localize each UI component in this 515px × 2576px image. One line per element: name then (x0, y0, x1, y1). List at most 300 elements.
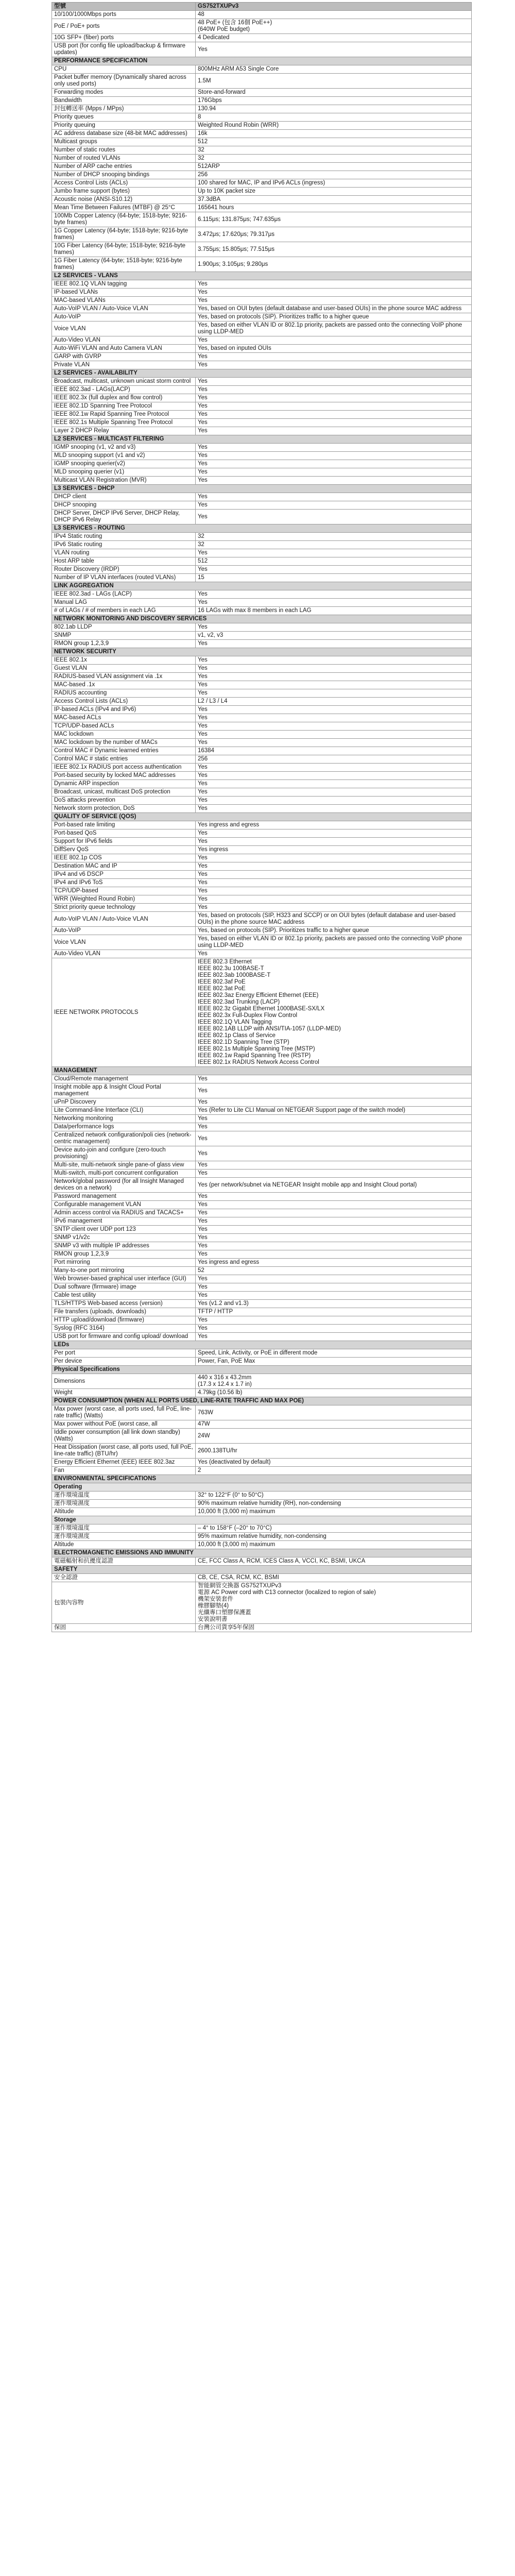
spec-value: Power, Fan, PoE Max (196, 1358, 472, 1366)
spec-value: Yes (196, 1123, 472, 1131)
spec-label: 10G Fiber Latency (64-byte; 1518-byte; 9216-byte frames) (52, 242, 196, 257)
spec-label: Acoustic noise (ANSI-S10.12) (52, 196, 196, 204)
spec-row (52, 42, 472, 57)
spec-row (52, 34, 472, 42)
spec-label: MAC lockdown by the number of MACs (52, 739, 196, 747)
section-title: LEDs (52, 1341, 472, 1349)
spec-value: Yes (196, 681, 472, 689)
section-header-row (52, 435, 472, 444)
spec-row (52, 706, 472, 714)
spec-row (52, 623, 472, 632)
spec-label: Broadcast, multicast, unknown unicast storm control (52, 378, 196, 386)
spec-label: # of LAGs / # of members in each LAG (52, 607, 196, 615)
spec-value: Yes (196, 1201, 472, 1209)
spec-value: 1.5M (196, 74, 472, 89)
spec-label: SNMP v1/v2c (52, 1234, 196, 1242)
spec-label: Priority queuing (52, 122, 196, 130)
section-header-row (52, 582, 472, 590)
spec-label: Heat Dissipation (worst case, all ports used, full PoE, line-rate traffic) (BTU/hr) (52, 1444, 196, 1459)
spec-row (52, 297, 472, 305)
spec-label: Lite Command-line Interface (CLI) (52, 1107, 196, 1115)
spec-row (52, 155, 472, 163)
spec-value: Yes (196, 444, 472, 452)
spec-row (52, 122, 472, 130)
spec-row (52, 805, 472, 813)
spec-value: Yes (196, 361, 472, 369)
spec-label: Weight (52, 1389, 196, 1397)
spec-value: Yes (196, 854, 472, 862)
spec-label: DHCP client (52, 493, 196, 501)
spec-row (52, 821, 472, 829)
spec-label: 運作環境濕度 (52, 1500, 196, 1508)
spec-row (52, 904, 472, 912)
spec-label: IEEE 802.1p COS (52, 854, 196, 862)
spec-row (52, 599, 472, 607)
spec-value: Yes (196, 1209, 472, 1217)
spec-value: – 4° to 158°F (–20° to 70°C) (196, 1524, 472, 1533)
section-title: NETWORK MONITORING AND DISCOVERY SERVICES (52, 615, 472, 623)
spec-row (52, 1316, 472, 1325)
spec-row (52, 656, 472, 665)
spec-value: Weighted Round Robin (WRR) (196, 122, 472, 130)
spec-value: Yes (196, 452, 472, 460)
spec-value: 10,000 ft (3,000 m) maximum (196, 1508, 472, 1516)
spec-label: Router Discovery (IRDP) (52, 566, 196, 574)
spec-value: 4 Dedicated (196, 34, 472, 42)
spec-row (52, 444, 472, 452)
spec-label: Number of ARP cache entries (52, 163, 196, 171)
spec-value: Yes (196, 1292, 472, 1300)
spec-value: Yes, based on protocols (SIP). Prioritizes traffic to a higher queue (196, 927, 472, 935)
spec-label: Voice VLAN (52, 321, 196, 336)
spec-label: File transfers (uploads, downloads) (52, 1308, 196, 1316)
spec-value: Yes (196, 590, 472, 599)
spec-value: Yes (196, 722, 472, 731)
spec-label: Host ARP table (52, 557, 196, 566)
spec-label: IP-based VLANs (52, 289, 196, 297)
spec-label: Password management (52, 1193, 196, 1201)
spec-value: Yes (196, 501, 472, 510)
spec-label: 電磁輻射和抗擾度認證 (52, 1557, 196, 1566)
spec-value: 176Gbps (196, 97, 472, 105)
spec-label: 10/100/1000Mbps ports (52, 11, 196, 19)
spec-value: 48 (196, 11, 472, 19)
spec-row (52, 1429, 472, 1444)
spec-value: Yes (196, 714, 472, 722)
spec-row (52, 1226, 472, 1234)
spec-row (52, 19, 472, 34)
spec-label: SNMP (52, 632, 196, 640)
spec-label: Network storm protection, DoS (52, 805, 196, 813)
spec-row (52, 1131, 472, 1146)
spec-label: Auto-VoIP VLAN / Auto-Voice VLAN (52, 305, 196, 313)
spec-label: Centralized network configuration/poli cies (network-centric management) (52, 1131, 196, 1146)
spec-value: Yes (v1.2 and v1.3) (196, 1300, 472, 1308)
spec-row (52, 1444, 472, 1459)
spec-row (52, 788, 472, 796)
spec-value: Yes (196, 829, 472, 838)
spec-value: IEEE 802.3 Ethernet IEEE 802.3u 100BASE-T IEEE 802.3ab 1000BASE-T IEEE 802.3af PoE IEEE 802.3at PoE IEEE 802.3az Energy Efficient Ethernet (EEE) IEEE 802.3ad Trunking (LACP) IEEE 802.3z Gigabit Ethernet 1000BASE-SX/LX IEEE 802.3x Full-Duplex Flow Control IEEE 802.1Q VLAN Tagging IEEE 802.1AB LLDP with ANSI/TIA-1057 (LLDP-MED) IEEE 802.1p Class of Service IEEE 802.1D Spanning Tree (STP) IEEE 802.1s Multiple Spanning Tree (MSTP) IEEE 802.1w Rapid Spanning Tree (RSTP) IEEE 802.1x RADIUS Network Access Control (196, 958, 472, 1067)
spec-value: Yes (196, 549, 472, 557)
spec-value: 1.900μs; 3.105μs; 9.280μs (196, 257, 472, 272)
spec-label: 1G Fiber Latency (64-byte; 1518-byte; 9216-byte frames) (52, 257, 196, 272)
spec-label: 運作環境濕度 (52, 1533, 196, 1541)
spec-value: Yes (196, 460, 472, 468)
spec-label: DoS attacks prevention (52, 796, 196, 805)
spec-label: Altitude (52, 1508, 196, 1516)
spec-label: Per port (52, 1349, 196, 1358)
spec-row (52, 1574, 472, 1582)
section-title: LINK AGGREGATION (52, 582, 472, 590)
spec-row (52, 764, 472, 772)
spec-label: MAC-based ACLs (52, 714, 196, 722)
spec-label: DHCP snooping (52, 501, 196, 510)
spec-row (52, 501, 472, 510)
section-header-row (52, 369, 472, 378)
spec-value: Yes (196, 1170, 472, 1178)
spec-label: IEEE 802.1x (52, 656, 196, 665)
spec-value: Yes, based on OUI bytes (default database and user-based OUIs) in the phone source MAC address (196, 305, 472, 313)
spec-label: MAC lockdown (52, 731, 196, 739)
spec-row (52, 1201, 472, 1209)
spec-value: 256 (196, 171, 472, 179)
spec-value: CB, CE, CSA, RCM, KC, BSMI (196, 1574, 472, 1582)
spec-value: Yes (196, 772, 472, 780)
spec-row (52, 871, 472, 879)
spec-value: TFTP / HTTP (196, 1308, 472, 1316)
spec-row (52, 1193, 472, 1201)
spec-row (52, 665, 472, 673)
section-title: MANAGEMENT (52, 1067, 472, 1075)
spec-row (52, 353, 472, 361)
spec-value: Yes (196, 656, 472, 665)
spec-label: SNMP v3 with multiple IP addresses (52, 1242, 196, 1250)
spec-label: uPnP Discovery (52, 1098, 196, 1107)
spec-label: TLS/HTTPS Web-based access (version) (52, 1300, 196, 1308)
spec-label: RMON group 1,2,3,9 (52, 1250, 196, 1259)
spec-label: Destination MAC and IP (52, 862, 196, 871)
spec-row (52, 171, 472, 179)
section-header-row (52, 1549, 472, 1557)
spec-row (52, 1107, 472, 1115)
spec-label: Max power (worst case, all ports used, full PoE, line-rate traffic) (Watts) (52, 1405, 196, 1420)
spec-row (52, 862, 472, 871)
spec-label: Multi-site, multi-network single pane-of glass view (52, 1161, 196, 1170)
spec-row (52, 895, 472, 904)
spec-row (52, 829, 472, 838)
spec-row (52, 887, 472, 895)
spec-row (52, 289, 472, 297)
spec-row (52, 1358, 472, 1366)
spec-value: 2 (196, 1467, 472, 1475)
spec-row (52, 838, 472, 846)
spec-label: 安全認證 (52, 1574, 196, 1582)
spec-row (52, 1308, 472, 1316)
spec-row (52, 533, 472, 541)
spec-value: Yes (196, 1146, 472, 1161)
spec-value: Yes ingress (196, 846, 472, 854)
spec-row (52, 1075, 472, 1083)
spec-label: IEEE 802.1D Spanning Tree Protocol (52, 402, 196, 411)
spec-row (52, 950, 472, 958)
spec-row (52, 1292, 472, 1300)
spec-label: 100Mb Copper Latency (64-byte; 1518-byte; 9216-byte frames) (52, 212, 196, 227)
spec-label: Cable test utility (52, 1292, 196, 1300)
spec-value: Yes (196, 427, 472, 435)
section-header-row (52, 1341, 472, 1349)
spec-row (52, 1115, 472, 1123)
spec-row (52, 146, 472, 155)
spec-label: Strict priority queue technology (52, 904, 196, 912)
spec-row (52, 196, 472, 204)
spec-value: 440 x 316 x 43.2mm (17.3 x 12.4 x 1.7 in) (196, 1374, 472, 1389)
spec-row (52, 1374, 472, 1389)
spec-label: DiffServ QoS (52, 846, 196, 854)
spec-value: 16k (196, 130, 472, 138)
spec-label: Layer 2 DHCP Relay (52, 427, 196, 435)
spec-value: Yes (Refer to Lite CLI Manual on NETGEAR Support page of the switch model) (196, 1107, 472, 1115)
spec-row (52, 97, 472, 105)
spec-value: Up to 10K packet size (196, 188, 472, 196)
spec-label: Auto-Video VLAN (52, 950, 196, 958)
spec-value: Yes (196, 1161, 472, 1170)
spec-row (52, 138, 472, 146)
subsection-title: Storage (52, 1516, 472, 1524)
spec-value: 95% maximum relative humidity, non-condensing (196, 1533, 472, 1541)
spec-label: Guest VLAN (52, 665, 196, 673)
spec-label: IPv4 Static routing (52, 533, 196, 541)
spec-label: Number of static routes (52, 146, 196, 155)
spec-label: Access Control Lists (ACLs) (52, 179, 196, 188)
spec-value: Yes (196, 739, 472, 747)
section-header-row (52, 485, 472, 493)
spec-label: Private VLAN (52, 361, 196, 369)
spec-row (52, 1259, 472, 1267)
spec-row (52, 1300, 472, 1308)
spec-row (52, 11, 472, 19)
spec-value: 4.79kg (10.56 lb) (196, 1389, 472, 1397)
spec-row (52, 1242, 472, 1250)
spec-row (52, 1161, 472, 1170)
spec-value: Yes (196, 419, 472, 427)
spec-row (52, 1405, 472, 1420)
spec-value: 32 (196, 155, 472, 163)
subsection-header-row (52, 1516, 472, 1524)
spec-row (52, 1146, 472, 1161)
spec-label: Auto-VoIP (52, 927, 196, 935)
section-header-row (52, 57, 472, 65)
section-header-row (52, 1475, 472, 1483)
spec-value: Yes (196, 673, 472, 681)
spec-value: Yes (196, 1115, 472, 1123)
spec-row (52, 854, 472, 862)
spec-value: Yes (196, 871, 472, 879)
spec-row (52, 731, 472, 739)
spec-label: IPv6 management (52, 1217, 196, 1226)
spec-label: RMON group 1,2,3,9 (52, 640, 196, 648)
spec-value: Yes (196, 706, 472, 714)
spec-label: 10G SFP+ (fiber) ports (52, 34, 196, 42)
spec-table-body (52, 3, 472, 1632)
spec-value: Yes (196, 1226, 472, 1234)
spec-label: Priority queues (52, 113, 196, 122)
spec-row (52, 179, 472, 188)
spec-label: WRR (Weighted Round Robin) (52, 895, 196, 904)
spec-label: Mean Time Between Failures (MTBF) @ 25°C (52, 204, 196, 212)
spec-label: IP-based ACLs (IPv4 and IPv6) (52, 706, 196, 714)
section-title: ELECTROMAGNETIC EMISSIONS AND IMMUNITY (52, 1549, 472, 1557)
spec-label: CPU (52, 65, 196, 74)
spec-row (52, 1389, 472, 1397)
spec-row (52, 305, 472, 313)
spec-label: MLD snooping support (v1 and v2) (52, 452, 196, 460)
spec-value: Yes (196, 623, 472, 632)
spec-value: Yes (196, 665, 472, 673)
spec-label: Data/performance logs (52, 1123, 196, 1131)
spec-row (52, 1533, 472, 1541)
spec-value: 32 (196, 533, 472, 541)
spec-row (52, 65, 472, 74)
spec-value: 100 shared for MAC, IP and IPv6 ACLs (ingress) (196, 179, 472, 188)
section-header-row (52, 1067, 472, 1075)
spec-row (52, 1178, 472, 1193)
spec-row (52, 204, 472, 212)
spec-value: Yes (196, 1242, 472, 1250)
spec-row (52, 336, 472, 345)
spec-value: Yes, based on inputed OUIs (196, 345, 472, 353)
section-title: Physical Specifications (52, 1366, 472, 1374)
spec-value: Store-and-forward (196, 89, 472, 97)
spec-row (52, 958, 472, 1067)
spec-row (52, 378, 472, 386)
spec-row (52, 566, 472, 574)
spec-label: Broadcast, unicast, multicast DoS protection (52, 788, 196, 796)
spec-value: 8 (196, 113, 472, 122)
spec-value: 10,000 ft (3,000 m) maximum (196, 1541, 472, 1549)
spec-row (52, 1349, 472, 1358)
spec-row (52, 242, 472, 257)
spec-value: 763W (196, 1405, 472, 1420)
spec-value: 智能網管交換器 GS752TXUPv3 電源 AC Power cord with C13 connector (localized to region of sale) 機架安裝套件 橡膠腳墊(4) 光纖專口塑膠保護蓋 安裝說明書 (196, 1582, 472, 1624)
spec-label: IGMP snooping querier(v2) (52, 460, 196, 468)
spec-value: L2 / L3 / L4 (196, 698, 472, 706)
spec-label: Port-based rate limiting (52, 821, 196, 829)
spec-value: Yes (196, 402, 472, 411)
spec-label: Many-to-one port mirroring (52, 1267, 196, 1275)
spec-value: 6.115μs; 131.875μs; 747.635μs (196, 212, 472, 227)
section-title: L2 SERVICES - VLANS (52, 272, 472, 280)
spec-value: Yes (196, 353, 472, 361)
spec-row (52, 188, 472, 196)
spec-label: Port-based security by locked MAC addresses (52, 772, 196, 780)
spec-row (52, 1098, 472, 1107)
spec-label: IEEE 802.1x RADIUS port access authentication (52, 764, 196, 772)
spec-row (52, 1541, 472, 1549)
spec-label: IPv6 Static routing (52, 541, 196, 549)
spec-value: 2600.138TU/hr (196, 1444, 472, 1459)
spec-value: Yes ingress and egress (196, 1259, 472, 1267)
spec-label: 保固 (52, 1624, 196, 1632)
section-header-row (52, 1397, 472, 1405)
spec-value: Yes (196, 764, 472, 772)
subsection-header-row (52, 1483, 472, 1492)
spec-row (52, 1467, 472, 1475)
section-title: PERFORMANCE SPECIFICATION (52, 57, 472, 65)
spec-value: Yes (196, 640, 472, 648)
spec-label: Auto-WiFi VLAN and Auto Camera VLAN (52, 345, 196, 353)
spec-value: Yes (196, 289, 472, 297)
spec-value: 512 (196, 138, 472, 146)
spec-value: Yes (196, 1325, 472, 1333)
spec-row (52, 452, 472, 460)
spec-label: MAC-based .1x (52, 681, 196, 689)
spec-value: Yes (196, 862, 472, 871)
spec-label: RADIUS accounting (52, 689, 196, 698)
spec-row (52, 460, 472, 468)
spec-value: 16 LAGs with max 8 members in each LAG (196, 607, 472, 615)
section-title: QUALITY OF SERVICE (QOS) (52, 813, 472, 821)
spec-row (52, 257, 472, 272)
spec-row (52, 402, 472, 411)
spec-label: TCP/UDP-based (52, 887, 196, 895)
spec-row (52, 361, 472, 369)
spec-row (52, 1524, 472, 1533)
spec-label: 包裝內容物 (52, 1582, 196, 1624)
spec-value: Yes (196, 297, 472, 305)
spec-label: IEEE 802.3ad - LAGs(LACP) (52, 386, 196, 394)
spec-value: Yes (per network/subnet via NETGEAR Insight mobile app and Insight Cloud portal) (196, 1178, 472, 1193)
spec-row (52, 1234, 472, 1242)
subsection-title: Operating (52, 1483, 472, 1492)
section-header-row (52, 813, 472, 821)
spec-label: Number of routed VLANs (52, 155, 196, 163)
spec-row (52, 113, 472, 122)
section-title: NETWORK SECURITY (52, 648, 472, 656)
spec-value: Yes (196, 689, 472, 698)
spec-row (52, 427, 472, 435)
spec-row (52, 89, 472, 97)
spec-value: Yes (196, 477, 472, 485)
spec-label: IEEE NETWORK PROTOCOLS (52, 958, 196, 1067)
spec-label: IEEE 802.3x (full duplex and flow control) (52, 394, 196, 402)
spec-label: Control MAC # static entries (52, 755, 196, 764)
spec-label: MAC-based VLANs (52, 297, 196, 305)
spec-value: 512 (196, 557, 472, 566)
spec-row (52, 739, 472, 747)
spec-row (52, 549, 472, 557)
spec-value: Yes (196, 42, 472, 57)
spec-label: Port mirroring (52, 1259, 196, 1267)
spec-value: 800MHz ARM A53 Single Core (196, 65, 472, 74)
spec-label: Web browser-based graphical user interface (GUI) (52, 1275, 196, 1283)
spec-value: 16384 (196, 747, 472, 755)
spec-row (52, 411, 472, 419)
spec-row (52, 796, 472, 805)
spec-label: IGMP snooping (v1, v2 and v3) (52, 444, 196, 452)
spec-label: Dynamic ARP inspection (52, 780, 196, 788)
spec-value: Yes (196, 731, 472, 739)
spec-row (52, 1420, 472, 1429)
spec-label: Configurable management VLAN (52, 1201, 196, 1209)
section-header-row (52, 1566, 472, 1574)
spec-value: Yes (196, 879, 472, 887)
spec-value: Yes (196, 280, 472, 289)
spec-row (52, 1492, 472, 1500)
section-title: POWER CONSUMPTION (WHEN ALL PORTS USED, LINE-RATE TRAFFIC AND MAX POE) (52, 1397, 472, 1405)
spec-value: Yes (196, 566, 472, 574)
spec-row (52, 1123, 472, 1131)
spec-value: Yes (deactivated by default) (196, 1459, 472, 1467)
